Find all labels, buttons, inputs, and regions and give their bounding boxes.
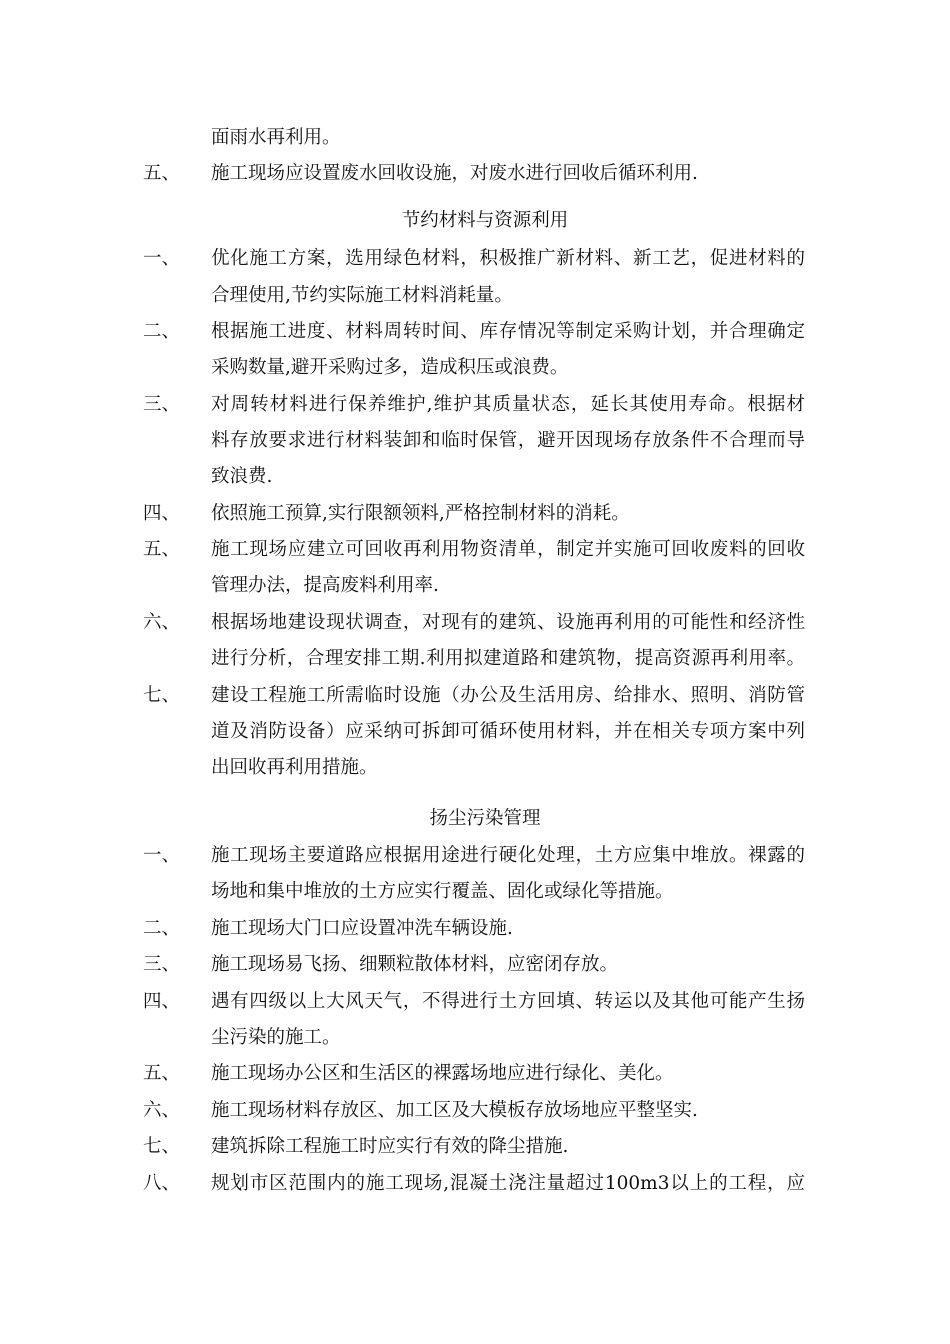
list-item-continuation [0, 641, 950, 677]
list-item-number: 六、 [143, 612, 181, 633]
section-heading-text: 节约材料与资源利用 [401, 210, 569, 231]
list-item [0, 156, 950, 192]
list-item-number: 四、 [143, 991, 181, 1012]
list-item-number: 二、 [143, 918, 181, 939]
list-item-continuation [0, 568, 950, 604]
list-item-text: 规划市区范围内的施工现场,混凝土浇注量超过100m3以上的工程，应 [211, 1173, 805, 1194]
list-item-number: 八、 [143, 1173, 181, 1194]
list-item-text: 管理办法，提高废料利用率. [211, 575, 439, 596]
list-item-text: 根据场地建设现状调查，对现有的建筑、设施再利用的可能性和经济性 [211, 612, 805, 633]
list-item-text: 施工现场材料存放区、加工区及大模板存放场地应平整坚实. [211, 1100, 698, 1121]
list-item-text: 道及消防设备）应采纳可拆卸可循环使用材料，并在相关专项方案中列 [211, 721, 805, 742]
list-item-text: 对周转材料进行保养维护,维护其质量状态，延长其使用寿命。根据材 [211, 394, 805, 415]
list-item [0, 947, 950, 983]
list-item-number: 七、 [143, 685, 181, 706]
list-item [0, 1093, 950, 1129]
list-item-number: 一、 [143, 248, 181, 269]
list-item-text: 建设工程施工所需临时设施（办公及生活用房、给排水、照明、消防管 [211, 685, 805, 706]
list-item-text: 施工现场主要道路应根据用途进行硬化处理，土方应集中堆放。裸露的 [211, 845, 805, 866]
list-item-number: 五、 [143, 163, 181, 184]
list-item-text: 施工现场易飞扬、细颗粒散体材料，应密闭存放。 [211, 954, 619, 975]
list-item [0, 984, 950, 1020]
list-item-text: 场地和集中堆放的土方应实行覆盖、固化或绿化等措施。 [211, 881, 674, 902]
list-item-number: 一、 [143, 845, 181, 866]
list-item [0, 241, 950, 277]
list-item-continuation [0, 278, 950, 314]
list-item [0, 838, 950, 874]
section-heading [0, 203, 950, 239]
list-item-text: 根据施工进度、材料周转时间、库存情况等制定采购计划，并合理确定 [211, 321, 805, 342]
list-item-text: 施工现场应建立可回收再利用物资清单，制定并实施可回收废料的回收 [211, 539, 805, 560]
paragraph-line [0, 120, 950, 156]
list-item-text: 遇有四级以上大风天气，不得进行土方回填、转运以及其他可能产生扬 [211, 991, 805, 1012]
list-item-continuation [0, 1020, 950, 1056]
list-item-continuation [0, 350, 950, 386]
list-item-number: 二、 [143, 321, 181, 342]
list-item [0, 1166, 950, 1202]
list-item [0, 532, 950, 568]
list-item-number: 五、 [143, 1063, 181, 1084]
list-item-continuation [0, 459, 950, 495]
list-item-text: 料存放要求进行材料装卸和临时保管，避开因现场存放条件不合理而导 [211, 430, 805, 451]
list-item [0, 911, 950, 947]
list-item-number: 三、 [143, 394, 181, 415]
section-heading [0, 801, 950, 837]
list-item-number: 六、 [143, 1100, 181, 1121]
list-item-text: 采购数量,避开采购过多，造成积压或浪费。 [211, 357, 569, 378]
list-item [0, 678, 950, 714]
list-item [0, 387, 950, 423]
list-item-text: 致浪费. [211, 466, 273, 487]
list-item-continuation [0, 423, 950, 459]
list-item [0, 496, 950, 532]
list-item-text: 依照施工预算,实行限额领料,严格控制材料的消耗。 [211, 503, 630, 524]
list-item [0, 605, 950, 641]
list-item-text: 优化施工方案，选用绿色材料，积极推广新材料、新工艺，促进材料的 [211, 248, 805, 269]
list-item-text: 尘污染的施工。 [211, 1027, 341, 1048]
list-item-number: 四、 [143, 503, 181, 524]
list-item-text: 合理使用,节约实际施工材料消耗量。 [211, 285, 513, 306]
section-heading-text: 扬尘污染管理 [429, 808, 541, 829]
list-item-continuation [0, 874, 950, 910]
list-item-number: 三、 [143, 954, 181, 975]
list-item-continuation [0, 750, 950, 786]
list-item-continuation [0, 714, 950, 750]
list-item-number: 七、 [143, 1136, 181, 1157]
list-item-text: 建筑拆除工程施工时应实行有效的降尘措施. [211, 1136, 569, 1157]
list-item-text: 施工现场大门口应设置冲洗车辆设施. [211, 918, 513, 939]
list-item [0, 314, 950, 350]
list-item-number: 五、 [143, 539, 181, 560]
list-item-text: 出回收再利用措施。 [211, 757, 378, 778]
list-item [0, 1129, 950, 1165]
list-item [0, 1056, 950, 1092]
list-item-text: 施工现场办公区和生活区的裸露场地应进行绿化、美化。 [211, 1063, 674, 1084]
list-item-text: 进行分析，合理安排工期.利用拟建道路和建筑物，提高资源再利用率。 [211, 648, 805, 669]
list-item-text: 施工现场应设置废水回收设施，对废水进行回收后循环利用. [211, 163, 698, 184]
paragraph-text: 面雨水再利用。 [211, 127, 341, 148]
